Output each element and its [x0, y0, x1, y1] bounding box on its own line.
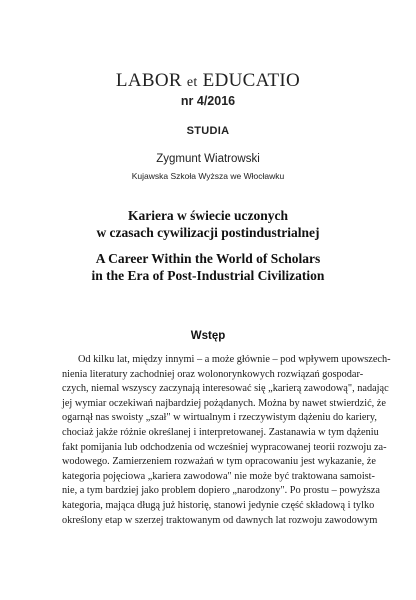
section-label: STUDIA: [186, 125, 230, 137]
body-line: wodowego. Zamierzeniem rozważań w tym opracowaniu jest wykazanie, że: [62, 456, 376, 468]
body-line: kategoria, mająca długą już historię, stanowi jedynie część składową i tylko: [62, 499, 375, 511]
journal-title: [0, 70, 416, 92]
body-line: ogarnął nas swoisty „szał" w wirtualnym i rzeczywistym dążeniu do kariery,: [62, 412, 377, 424]
author-affiliation: Kujawska Szkoła Wyższa we Włocławku: [131, 171, 285, 181]
title-en-line-1: A Career Within the World of Scholars: [95, 251, 321, 266]
author-name: Zygmunt Wiatrowski: [156, 153, 260, 165]
body-line: kategoria pojęciowa „kariera zawodowa" nie może być traktowana samoist-: [62, 470, 375, 482]
body-line: nienia literatury zachodniej oraz wolonorynkowych rozwiązań gospodar-: [62, 368, 364, 380]
body-line: chociaż jakże różnie określanej i interpretowanej. Zastanawia w tym dążeniu: [62, 426, 379, 438]
journal-title-end: EDUCATIO: [202, 70, 301, 91]
title-en-line-2: in the Era of Post-Industrial Civilization: [91, 268, 325, 283]
body-line: czych, niemal wszyscy zaczynają interesować się „karierą zawodową", nadając: [62, 383, 389, 395]
article-title-polish: [0, 207, 416, 241]
body-line: nie, a tym bardziej jako problem dopiero „narodzony". Po prostu – powyższa: [62, 485, 380, 497]
body-line: określony etap w szerzej traktowanym od dawnych lat rozwoju zawodowym: [62, 514, 378, 526]
title-pl-line-2: w czasach cywilizacji postindustrialnej: [96, 225, 320, 240]
body-line: fakt pomijania lub odchodzenia od wcześniej wypracowanej teorii rozwoju za-: [62, 441, 387, 453]
article-title-english: [0, 250, 416, 284]
title-pl-line-1: Kariera w świecie uczonych: [127, 208, 289, 223]
section-heading-introduction: Wstęp: [190, 330, 226, 342]
journal-title-et: et: [186, 75, 198, 90]
body-line: Od kilku lat, między innymi – a może głównie – pod wpływem upowszech-: [78, 354, 391, 365]
journal-title-main: LABOR: [115, 70, 182, 91]
issue-number: nr 4/2016: [180, 94, 236, 108]
body-paragraph: [62, 353, 391, 528]
body-line: jej wymiar oczekiwań najbardziej pożądanych. Można by nawet stwierdzić, że: [62, 397, 386, 409]
